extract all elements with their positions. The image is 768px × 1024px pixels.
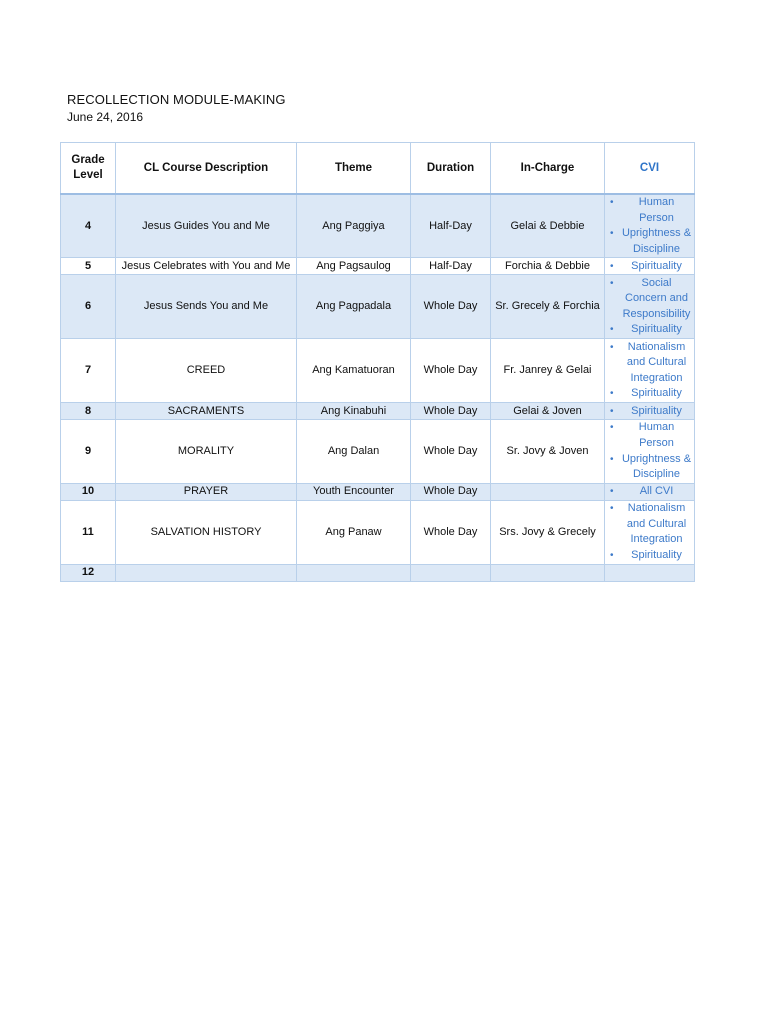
table-row — [61, 275, 695, 339]
header-row — [61, 143, 695, 195]
cell-course — [116, 564, 297, 581]
table-row — [61, 483, 695, 500]
cell-grade: 12 — [61, 564, 116, 581]
document-title: RECOLLECTION MODULE-MAKING — [67, 92, 286, 107]
cell-duration: Whole Day — [411, 483, 491, 500]
cell-incharge: Fr. Janrey & Gelai — [491, 339, 605, 403]
cell-duration: Whole Day — [411, 339, 491, 403]
cell-duration: Whole Day — [411, 403, 491, 420]
cell-incharge: Sr. Grecely & Forchia — [491, 275, 605, 339]
cell-course: CREED — [116, 339, 297, 403]
cvi-item: • Spirituality — [607, 259, 692, 275]
cvi-list — [607, 501, 692, 563]
cell-grade: 4 — [61, 194, 116, 258]
cvi-item: • Uprightness & Discipline — [607, 226, 692, 257]
cell-grade: 8 — [61, 403, 116, 420]
cell-incharge — [491, 564, 605, 581]
cvi-item: • Human Person — [607, 420, 692, 451]
header-grade-level: Grade Level — [61, 143, 116, 195]
cell-cvi — [605, 194, 695, 258]
header-in-charge: In-Charge — [491, 143, 605, 195]
cell-theme — [297, 564, 411, 581]
cell-grade: 9 — [61, 420, 116, 483]
cell-theme: Ang Dalan — [297, 420, 411, 483]
cell-theme: Ang Kinabuhi — [297, 403, 411, 420]
cvi-list — [607, 484, 692, 500]
cvi-item: • All CVI — [607, 484, 692, 500]
header-course-description: CL Course Description — [116, 143, 297, 195]
cvi-item: • Spirituality — [607, 548, 692, 564]
cell-grade: 10 — [61, 483, 116, 500]
cell-grade: 6 — [61, 275, 116, 339]
cell-course: MORALITY — [116, 420, 297, 483]
cvi-item: • Social Concern and Responsibility — [607, 276, 692, 323]
cell-incharge: Gelai & Debbie — [491, 194, 605, 258]
cell-course: SALVATION HISTORY — [116, 500, 297, 564]
cell-cvi — [605, 275, 695, 339]
cell-cvi — [605, 564, 695, 581]
cell-duration: Whole Day — [411, 420, 491, 483]
recollection-table — [60, 142, 695, 582]
cell-cvi — [605, 483, 695, 500]
header-theme: Theme — [297, 143, 411, 195]
cell-grade: 7 — [61, 339, 116, 403]
cell-course: PRAYER — [116, 483, 297, 500]
cell-theme: Ang Panaw — [297, 500, 411, 564]
document-date: June 24, 2016 — [67, 110, 144, 124]
cvi-item: • Nationalism and Cultural Integration — [607, 340, 692, 387]
table-row — [61, 339, 695, 403]
table-row — [61, 403, 695, 420]
cell-cvi — [605, 403, 695, 420]
cell-course: Jesus Celebrates with You and Me — [116, 258, 297, 275]
cell-course: Jesus Sends You and Me — [116, 275, 297, 339]
cvi-item: • Spirituality — [607, 322, 692, 338]
cvi-list — [607, 276, 692, 338]
cell-duration: Whole Day — [411, 500, 491, 564]
cell-incharge — [491, 483, 605, 500]
cvi-item: • Spirituality — [607, 386, 692, 402]
cvi-list — [607, 404, 692, 420]
cvi-item: • Spirituality — [607, 404, 692, 420]
cell-cvi — [605, 420, 695, 483]
cell-incharge: Sr. Jovy & Joven — [491, 420, 605, 483]
cell-theme: Youth Encounter — [297, 483, 411, 500]
cell-incharge: Srs. Jovy & Grecely — [491, 500, 605, 564]
header-cvi: CVI — [605, 143, 695, 195]
table-row — [61, 420, 695, 483]
cell-incharge: Forchia & Debbie — [491, 258, 605, 275]
table-row — [61, 258, 695, 275]
cvi-list — [607, 259, 692, 275]
cell-theme: Ang Paggiya — [297, 194, 411, 258]
cell-cvi — [605, 339, 695, 403]
table-row — [61, 194, 695, 258]
cell-cvi — [605, 500, 695, 564]
cell-course: Jesus Guides You and Me — [116, 194, 297, 258]
cell-grade: 11 — [61, 500, 116, 564]
cell-duration — [411, 564, 491, 581]
cvi-list — [607, 195, 692, 257]
header-duration: Duration — [411, 143, 491, 195]
cell-theme: Ang Pagsaulog — [297, 258, 411, 275]
cell-incharge: Gelai & Joven — [491, 403, 605, 420]
cvi-item: • Human Person — [607, 195, 692, 226]
cell-duration: Half-Day — [411, 194, 491, 258]
cell-theme: Ang Kamatuoran — [297, 339, 411, 403]
cell-duration: Whole Day — [411, 275, 491, 339]
cvi-list — [607, 340, 692, 402]
cvi-list — [607, 420, 692, 482]
cell-duration: Half-Day — [411, 258, 491, 275]
cell-cvi — [605, 258, 695, 275]
cvi-item: • Nationalism and Cultural Integration — [607, 501, 692, 548]
cvi-item: • Uprightness & Discipline — [607, 452, 692, 483]
table-row — [61, 500, 695, 564]
cell-theme: Ang Pagpadala — [297, 275, 411, 339]
cell-course: SACRAMENTS — [116, 403, 297, 420]
table-row — [61, 564, 695, 581]
cell-grade: 5 — [61, 258, 116, 275]
